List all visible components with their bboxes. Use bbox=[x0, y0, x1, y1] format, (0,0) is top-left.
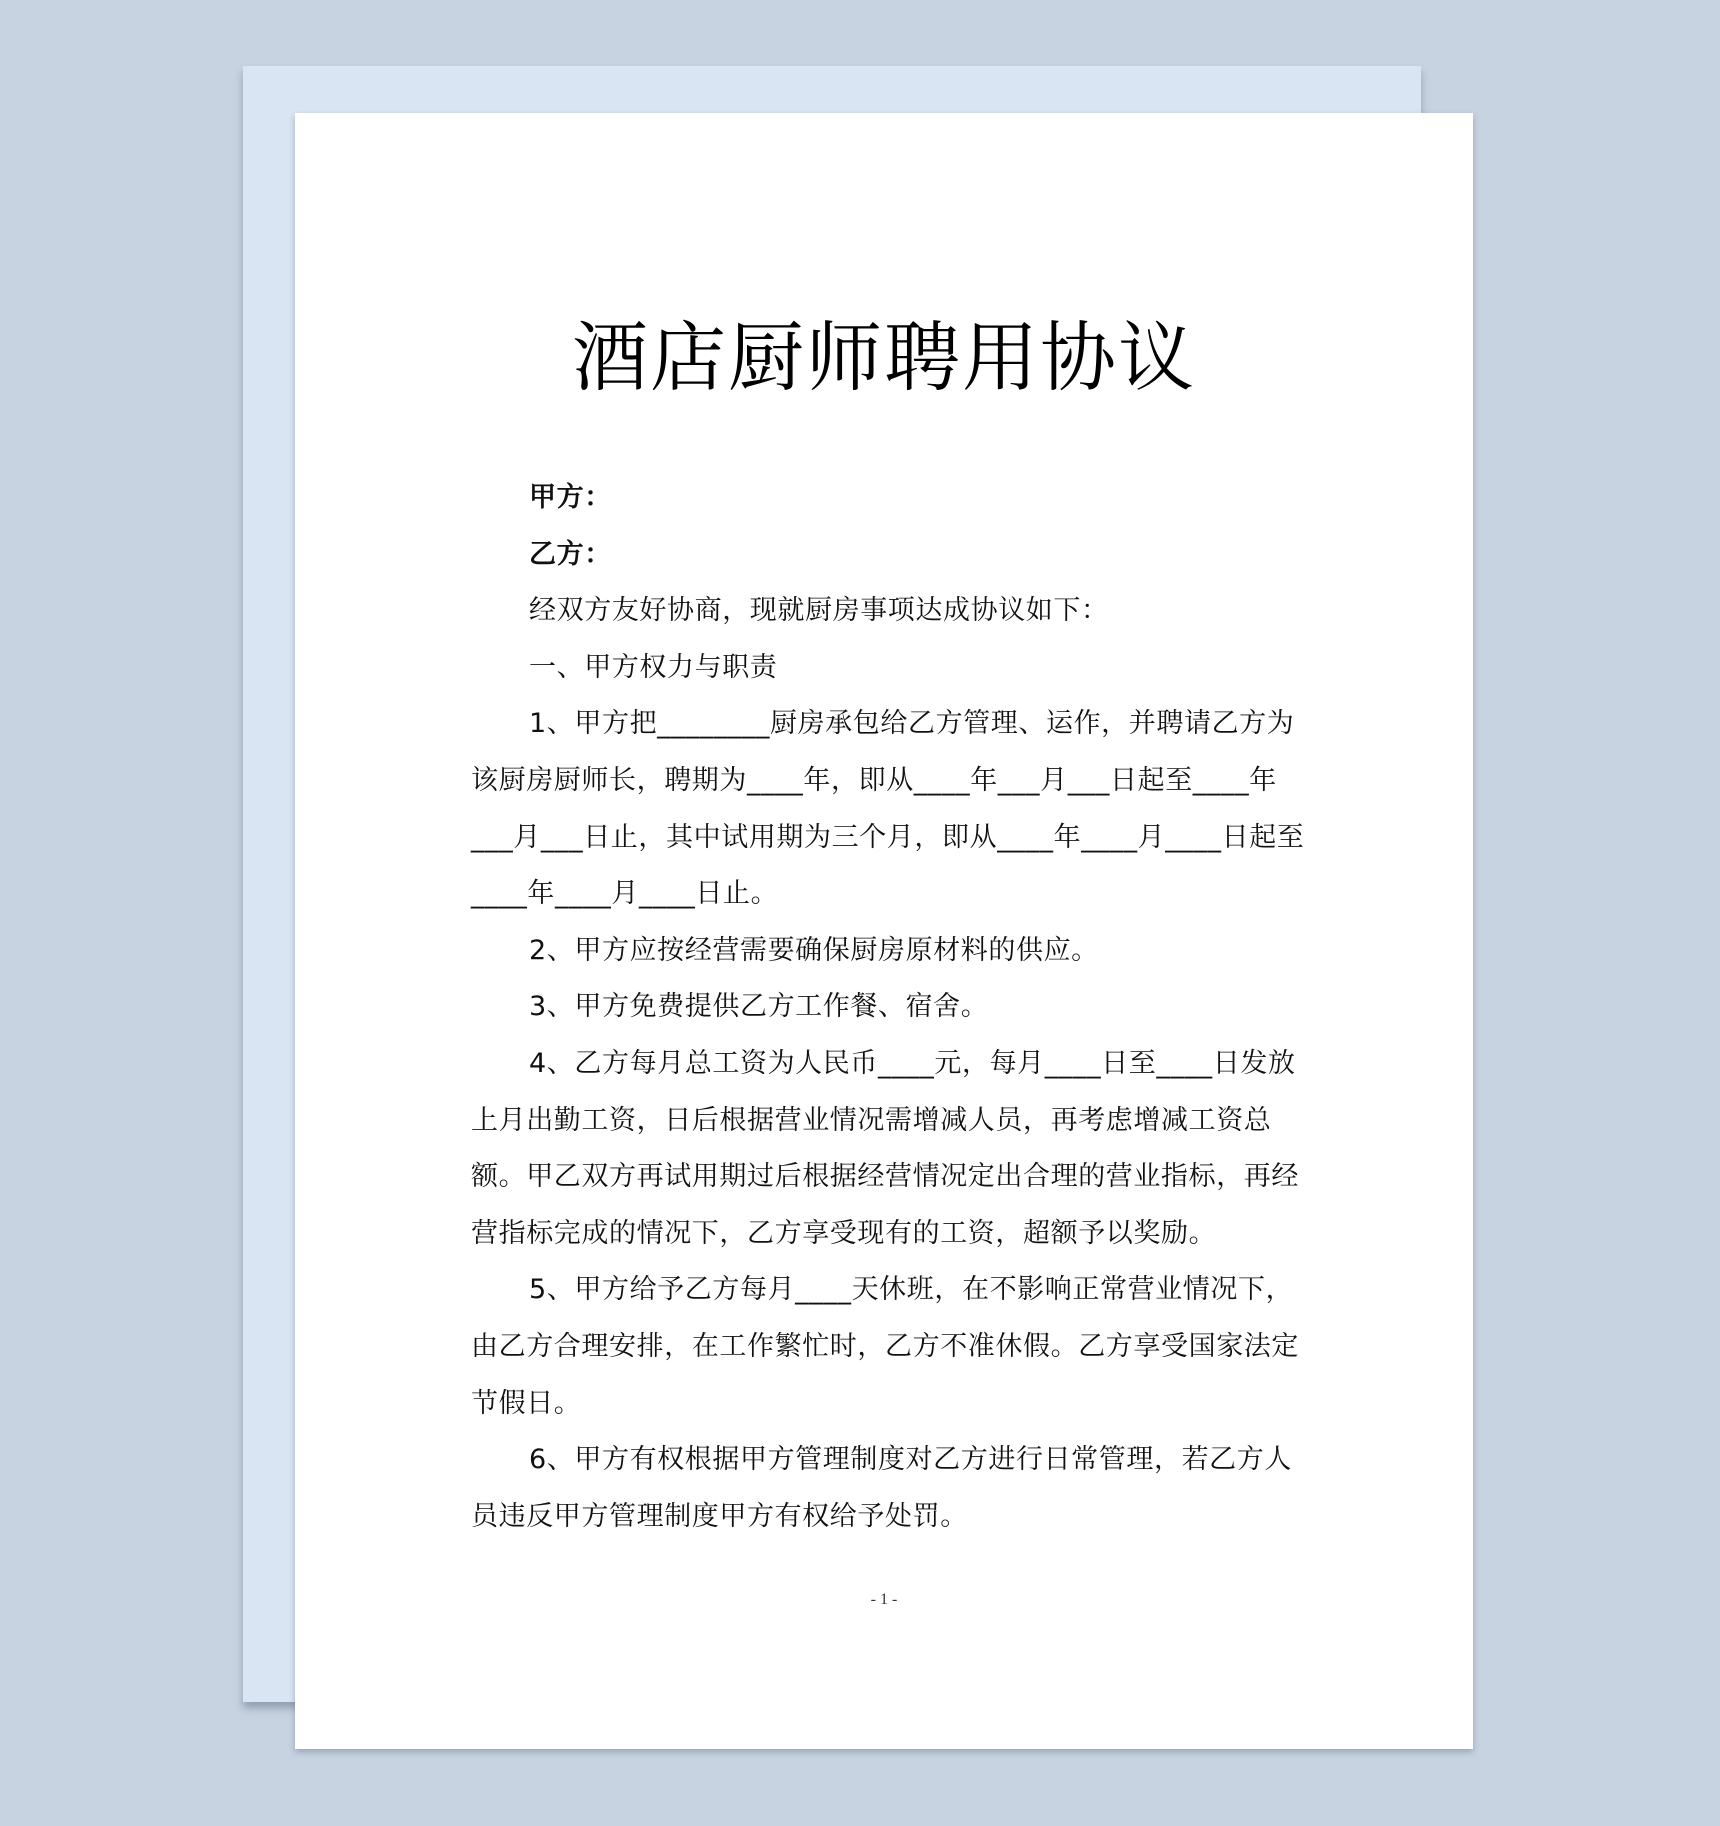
clause-1: 1、甲方把________厨房承包给乙方管理、运作，并聘请乙方为该厨房厨师长，聘期为____年，即从____年___月___日起至____年___月___日止，其中试用期为三个月，即从____年____月____日起至____年____月____日止。 bbox=[471, 708, 1305, 910]
document-page bbox=[295, 113, 1473, 1749]
clause-2: 2、甲方应按经营需要确保厨房原材料的供应。 bbox=[529, 934, 1099, 966]
party-a-label: 甲方： bbox=[529, 482, 612, 513]
party-b-label: 乙方： bbox=[529, 538, 612, 570]
clause-3: 3、甲方免费提供乙方工作餐、宿舍。 bbox=[529, 991, 989, 1023]
page-number: - 1 - bbox=[870, 1591, 898, 1608]
intro-paragraph: 经双方友好协商，现就厨房事项达成协议如下： bbox=[529, 595, 1109, 627]
clause-4: 4、乙方每月总工资为人民币____元，每月____日至____日发放上月出勤工资，日后根据营业情况需增减人员，再考虑增减工资总额。甲乙双方再试用期过后根据经营情况定出合理的营业指标，再经营指标完成的情况下，乙方享受现有的工资，超额予以奖励。 bbox=[471, 1047, 1299, 1249]
document-body bbox=[471, 470, 1319, 1545]
section-heading: 一、甲方权力与职责 bbox=[529, 651, 778, 683]
clause-6: 6、甲方有权根据甲方管理制度对乙方进行日常管理，若乙方人员违反甲方管理制度甲方有权给予处罚。 bbox=[471, 1444, 1292, 1532]
document-title: 酒店厨师聘用协议 bbox=[572, 313, 1196, 402]
clause-5: 5、甲方给予乙方每月____天休班，在不影响正常营业情况下，由乙方合理安排，在工作繁忙时，乙方不准休假。乙方享受国家法定节假日。 bbox=[471, 1274, 1299, 1419]
